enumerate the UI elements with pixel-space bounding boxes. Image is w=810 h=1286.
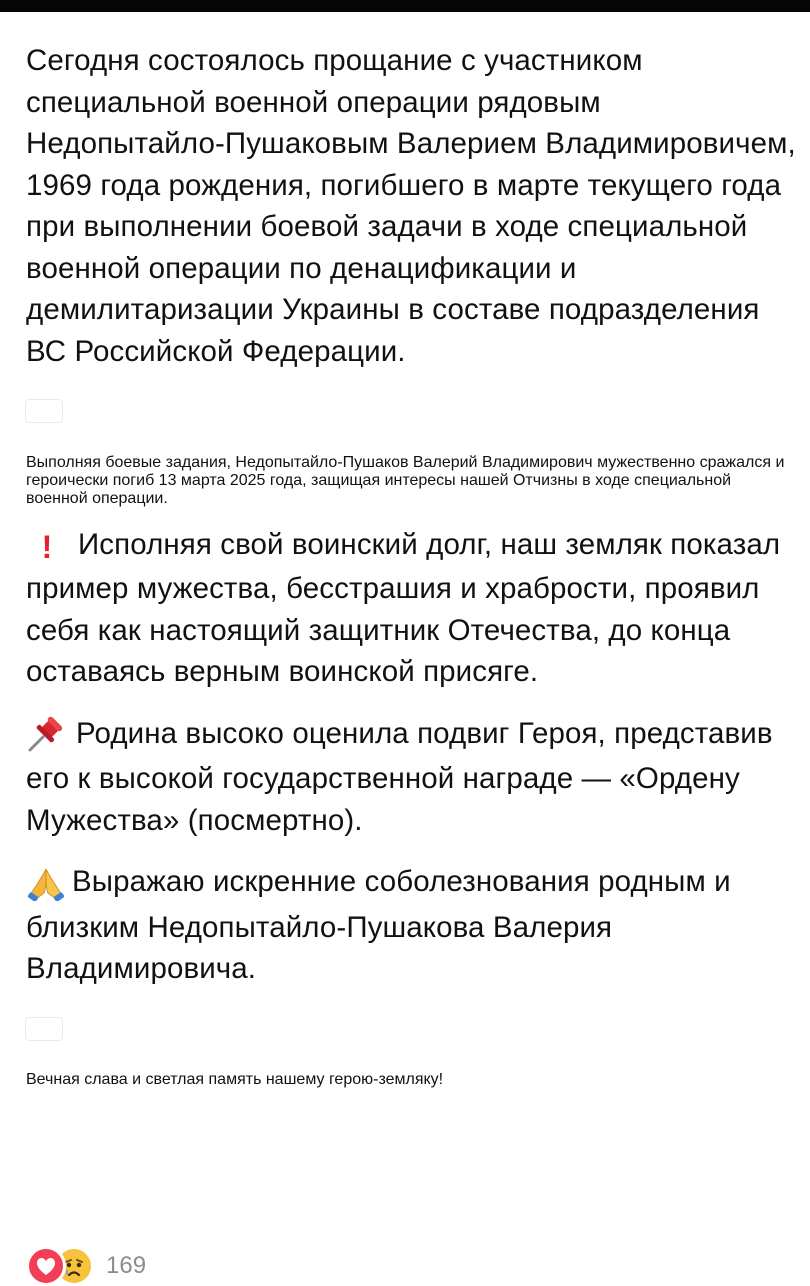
reactions-bar[interactable] — [26, 1246, 146, 1286]
post-paragraph — [26, 40, 796, 372]
post-body — [26, 40, 796, 1105]
paragraph-text: Родина высоко оценила подвиг Героя, представив его к высокой государственной награде — «Ордену Мужества» (посмертно). — [26, 716, 773, 837]
post-paragraph — [26, 1010, 796, 1052]
exclamation-icon: ! — [41, 528, 53, 565]
pushpin-icon — [26, 715, 72, 759]
paragraph-text: Выполняя боевые задания, Недопытайло-Пушаков Валерий Владимирович мужественно сражался и героически погиб 13 марта 2025 года, защищая интересы нашей Отчизны в ходе специальной военной операции. — [26, 453, 785, 507]
paragraph-text: Исполняя свой воинский долг, наш земляк показал пример мужества, бесстрашия и храбрости, проявил себя как настоящий защитник Отечества, до конца оставаясь верным воинской присяге. — [26, 527, 781, 688]
status-bar — [0, 0, 810, 12]
post-paragraph — [26, 861, 796, 990]
post-paragraph — [26, 524, 796, 693]
paragraph-text: Вечная слава и светлая память нашему герою-земляку! — [26, 1071, 444, 1088]
paragraph-text: Сегодня состоялось прощание с участником специальной военной операции рядовым Недопытайло-Пушаковым Валерием Владимировичем, 1969 года рождения, погибшего в марте текущего года при выполнении боевой задачи в ходе специальной военной операции по денацификации и демилитаризации Украины в составе подразделения ВС Российской Федерации. — [26, 44, 796, 368]
reaction-count[interactable]: 169 — [106, 1252, 147, 1279]
russia-flag-icon — [26, 400, 62, 422]
paragraph-text: Выражаю искренние соболезнования родным и близким Недопытайло-Пушакова Валерия Владимировича. — [26, 865, 731, 985]
russia-flag-icon — [26, 1018, 62, 1040]
folded-hands-icon — [26, 865, 68, 907]
heart-reaction-icon[interactable] — [26, 1246, 66, 1286]
post-paragraph — [26, 392, 796, 434]
post-paragraph — [26, 713, 796, 842]
